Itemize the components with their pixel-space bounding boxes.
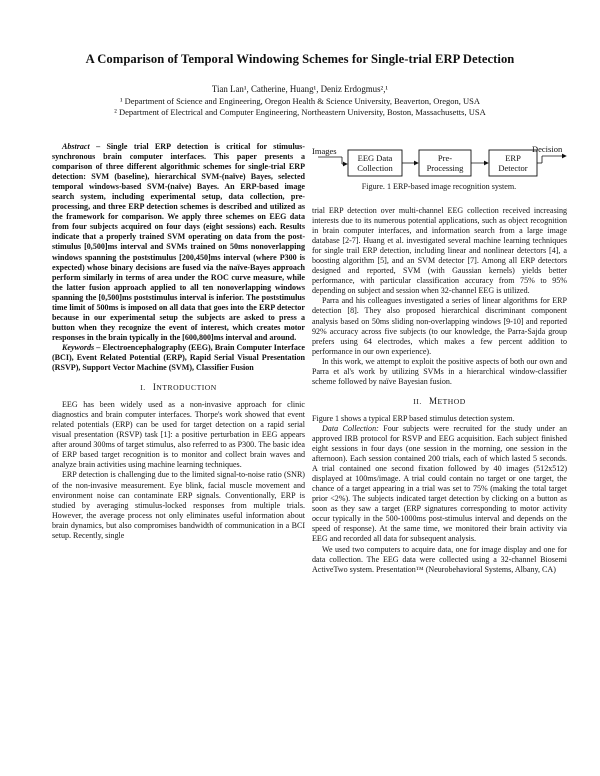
section-title-cap: I bbox=[152, 382, 157, 393]
section-heading-method bbox=[312, 396, 567, 407]
intro-paragraph-5: In this work, we attempt to exploit the positive aspects of both our own and Parra et al's work by utilizing SVMs in a hierarchical window-classifier scheme followed by naïve Bayesian fusion. bbox=[312, 356, 567, 386]
box2-line2: Processing bbox=[426, 163, 464, 173]
abstract-label: Abstract bbox=[62, 142, 90, 151]
figure-1 bbox=[310, 140, 568, 202]
method-paragraph-3: We used two computers to acquire data, one for image display and one for data collection. The EEG data were collected using a 32-channel Biosemi ActiveTwo system. Presentation™ (Neurobehavioral Systems, Albany, CA) bbox=[312, 544, 567, 574]
keywords-text: – Electroencephalography (EEG), Brain Computer Interface (BCI), Event Related Potential (ERP), Rapid Serial Visual Presentation (RSVP), Support Vector Machine (SVM), Classifier Fusion bbox=[52, 342, 305, 373]
author-list: Tian Lan¹, Catherine, Huang¹, Deniz Erdogmus²,¹ bbox=[211, 84, 389, 94]
section-title-rest: NTRODUCTION bbox=[156, 383, 217, 393]
intro-paragraph-2: ERP detection is challenging due to the limited signal-to-noise ratio (SNR) of the non-invasive measurement. Eye blink, facial muscle movement and environment noise can contaminate ERP signals. Conventionally, ERP is studied by averaging stimulus-locked responses from multiple trials. However, the average process not only eliminates useful information about brain dynamics, but also compromises bandwidth of communication in a BCI setup. Recently, single bbox=[52, 470, 305, 540]
left-column bbox=[52, 142, 305, 541]
intro-paragraph-3: trial ERP detection over multi-channel EEG collection received increasing interests due to its numerous potential applications, such as object recognition in brain computer interfaces, and information search from a large image database [2-7]. Huang et al. investigated several machine learning techniques for single trail ERP detection, including linear and nonlinear detectors [4], a boosting algorithm [5], and an SVM detector [7]. Among all ERP detectors designed and reported, SVM (with Gaussian kernels) yields better performance, with particular classification accuracy from 75% to 95% depending on subject and session when 32-channel EEG is utilized. bbox=[312, 206, 567, 296]
section-title-cap: M bbox=[428, 395, 438, 406]
intro-paragraph-4: Parra and his colleagues investigated a series of linear algorithms for ERP detection [8]. They also proposed hierarchical discriminant component analysis based on 50ms sliding non-overlapping windows [9-10] and reported 92% accuracy across five subjects (to our knowledge, the Parra-Sajda group prefers using 64 electrodes, which makes a few percent addition to performance in our own experience). bbox=[312, 296, 567, 356]
intro-paragraph-1: EEG has been widely used as a non-invasive approach for clinic diagnostics and brain computer interfaces. Thorpe's work showed that event related potentials (ERP) can be used for target detection on a rapid serial visual presentation (RSVP) task [1]: a positive perturbation in EEG appears after around 300ms of target stimulus, also referred to as P300. The basic idea of ERP based target recognition is to monitor and collect brain waves and analyze brain activities using machine learning techniques. bbox=[52, 400, 305, 470]
diagram-input-label: Images bbox=[312, 146, 337, 156]
method-paragraph-1: Figure 1 shows a typical ERP based stimulus detection system. bbox=[312, 413, 515, 423]
box1-line2: Collection bbox=[357, 163, 393, 173]
keywords-label: Keywords bbox=[62, 342, 95, 352]
box3-line2: Detector bbox=[498, 163, 528, 173]
box2-line1: Pre- bbox=[437, 153, 453, 163]
data-collection-text: Four subjects were recruited for the study under an approved IRB protocol for RSVP and EEG acquisition. Each subject finished eight sessions in four days (one session in the morning, one session in the afternoon). Each session contained 200 trials, each of which lasted 5 seconds. A trial contained one second fixation followed by 40 images (512x512) displayed at 100ms/image. A trial could contain no target or one target, the chance of a target appearing in a trial was set to 75% (making the total target prior <2%). The subjects indicated target detection by clicking on a button as soon as they saw a target (ERP signatures corresponding to motor activity occur typically in the 500-1000ms post-stimulus interval and depends on the speed of response). At the same time, we monitored their brain activity via EEG and recorded all data for subsequent analysis. bbox=[312, 423, 567, 544]
abstract-text: – Single trial ERP detection is critical for stimulus-synchronous brain computer interfaces. This paper presents a comparison of three different algorithmic schemes for single-trial ERP detection: SVM (baseline), hierarchical SVM-(naïve) Bayes, selected temporal windows-based SVM-(naïve) Bayes. An ERP-based image search system, including experimental setup, data collection, pre-processing, and three ERP detection schemes is described and utilized as the framework for comparison. We apply three schemes on EEG data from four subjects acquired on four days (eight sessions) each. Results indicate that a properly trained SVM operating on data from the post-stimulus [0,500]ms interval and SVMs trained on 50ms nonoverlapping windows spanning the poststimulus [200,450]ms interval (where P300 is expected) whose binary decisions are fused via the naïve-Bayes approach perform similarly in terms of area under the ROC curve measure, while the latter fusion approach applied to all ten nonoverlapping windows spanning the [0,500]ms poststimulus interval is inferior. The poststimulus time limit of 500ms is imposed on all data that goes into the ERP detector because in our experimental setup the subjects are asked to press a button when they recognize the event of interest, which creates motor responses in the brain typically in the [600,800]ms interval and around. bbox=[52, 142, 305, 342]
system-block-diagram bbox=[310, 140, 568, 180]
section-number: I. bbox=[140, 383, 146, 393]
diagram-output-label: Decision bbox=[532, 144, 563, 154]
section-title-rest: ETHOD bbox=[437, 396, 466, 406]
right-column bbox=[312, 206, 567, 575]
affiliation-2: ² Department of Electrical and Computer Engineering, Northeastern University, Boston, Massachusetts, USA bbox=[114, 107, 486, 117]
keywords bbox=[52, 343, 305, 373]
box3-line1: ERP bbox=[505, 153, 521, 163]
abstract bbox=[52, 142, 305, 343]
data-collection-label: Data Collection: bbox=[322, 423, 379, 433]
method-paragraph-2 bbox=[312, 424, 567, 545]
affiliation-1: ¹ Department of Science and Engineering, Oregon Health & Science University, Beaverton, Oregon, USA bbox=[119, 96, 481, 106]
section-number: II. bbox=[413, 396, 422, 406]
box1-line1: EEG Data bbox=[357, 153, 393, 163]
figure-caption: Figure. 1 ERP-based image recognition system. bbox=[361, 182, 517, 191]
paper-title: A Comparison of Temporal Windowing Schemes for Single-trial ERP Detection bbox=[85, 52, 515, 66]
section-heading-introduction bbox=[52, 382, 305, 393]
